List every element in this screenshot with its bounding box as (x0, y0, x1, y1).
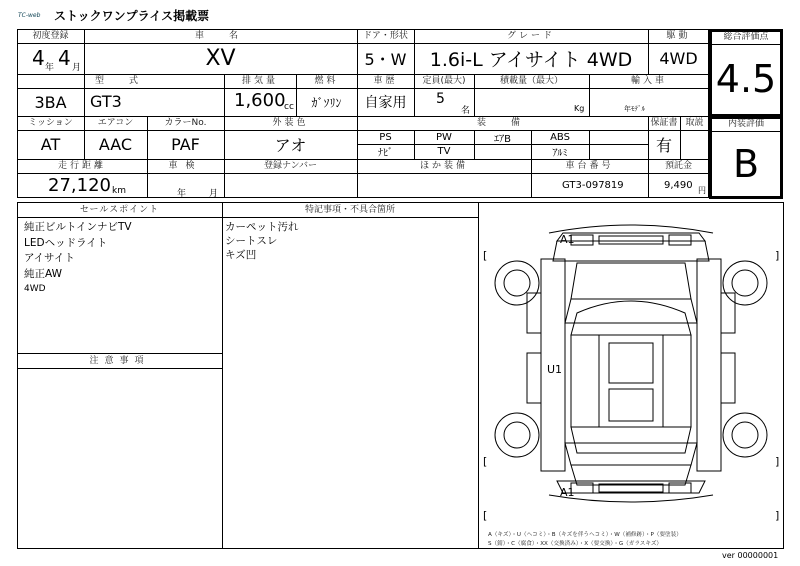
bracket-left: [ (483, 249, 488, 262)
fuel-label: 燃料 (314, 76, 339, 86)
price-label: 預託金 (664, 161, 692, 171)
equip-airbag: ｴｱB (494, 133, 511, 145)
aircon: AAC (98, 135, 133, 154)
list-item: キズ凹 (225, 249, 257, 261)
other-equip-label: ほか装備 (419, 161, 468, 171)
chassis: GT3-097819 (562, 180, 624, 191)
bracket-right: ] (775, 455, 780, 468)
warranty: 有 (655, 136, 672, 155)
import-label: 輸入車 (630, 76, 667, 86)
equip-pw: PW (436, 131, 452, 143)
damage-mark-side: U1 (547, 363, 563, 376)
price-unit: 円 (698, 186, 706, 195)
list-item: アイサイト (24, 252, 75, 264)
grade: 1.6i-L アイサイト 4WD (429, 49, 633, 71)
equip-tv: TV (437, 146, 451, 157)
manual-label: 取説 (685, 118, 704, 128)
damage-mark-front: A1 (560, 233, 575, 246)
history-label: 車歴 (373, 76, 398, 86)
first-reg-label: 初度登録 (32, 31, 69, 41)
model-label: 型 式 (94, 76, 146, 86)
logo: TC-web (18, 12, 41, 19)
door-shape-label: ドア・形状 (363, 31, 408, 41)
displacement-label: 排気量 (241, 76, 278, 86)
sales-label: セールスポイント (79, 205, 160, 215)
bracket-left: [ (483, 455, 488, 468)
first-reg-year: 4 (32, 46, 45, 70)
equip-empty (474, 144, 531, 159)
legend-line-1: A（キズ）・U（ヘコミ）・B（キズを伴うヘコミ）・W（補修跡）・P（要塗装） (488, 532, 682, 538)
plate-label: 登録ナンバー (264, 161, 317, 171)
first-reg-month: 4 (58, 46, 71, 70)
drive: 4WD (659, 49, 698, 68)
displacement: 1,600 (234, 90, 286, 111)
interior-score: B (732, 142, 760, 186)
bracket-right: ] (775, 509, 780, 522)
special-list (225, 220, 299, 262)
color-no-label: カラーNo. (164, 118, 207, 128)
model-prefix: 3BA (34, 92, 67, 112)
inspection-year-unit: 年 (177, 189, 187, 199)
car-name: XV (205, 46, 236, 71)
overall-score: 4.5 (715, 57, 777, 101)
drive-label: 駆動 (666, 31, 691, 41)
overall-score-label: 総合評価点 (723, 32, 769, 42)
list-item: 純正AW (24, 267, 62, 280)
notes-label: 注意事項 (89, 356, 150, 366)
equip-ps: PS (379, 131, 392, 143)
equip-abs: ABS (550, 131, 570, 143)
exterior-color-label: 外装色 (272, 118, 309, 128)
mileage: 27,120 (48, 175, 111, 196)
capacity-unit: 名 (461, 106, 471, 116)
equip-navi: ﾅﾋﾞ (378, 148, 393, 159)
aircon-label: エアコン (97, 118, 134, 128)
list-item: 4WD (24, 284, 46, 294)
color-no: PAF (171, 135, 200, 154)
list-item: 純正ビルトインナビTV (24, 221, 132, 233)
sales-list (24, 220, 132, 298)
warranty-label: 保証書 (650, 118, 678, 128)
inspection-label: 車検 (168, 161, 203, 171)
bracket-left: [ (483, 509, 488, 522)
chassis-label: 車台番号 (565, 161, 614, 171)
equip-alloy: ｱﾙﾐ (552, 148, 568, 159)
version: ver 00000001 (722, 551, 779, 560)
capacity-label: 定員(最大) (422, 76, 466, 86)
inspection-month-unit: 月 (209, 189, 219, 199)
capacity: 5 (436, 91, 445, 107)
list-item: シートスレ (225, 235, 278, 247)
mission: AT (40, 135, 61, 154)
car-damage-diagram (479, 203, 783, 548)
door-shape: 5・W (364, 50, 407, 69)
model: GT3 (90, 92, 122, 111)
load-label: 積載量（最大） (499, 76, 563, 86)
special-label: 特記事項・不具合箇所 (304, 205, 395, 215)
interior-score-label: 内装評価 (727, 119, 764, 129)
first-reg-year-unit: 年 (45, 63, 55, 73)
exterior-color: アオ (274, 136, 307, 155)
car-name-label: 車 名 (194, 31, 246, 41)
page-title: ストックワンプライス掲載票 (54, 9, 210, 23)
bracket-right: ] (775, 249, 780, 262)
grade-label: グレード (506, 31, 555, 41)
load-unit: Kg (574, 104, 585, 113)
equipment-label: 装 備 (476, 118, 528, 128)
history: 自家用 (364, 95, 407, 111)
mission-label: ミッション (28, 118, 73, 128)
legend-line-2: S（錆）・C（腐食）・XX（交換済み）・X（要交換）・G（ガラスキズ） (488, 541, 663, 547)
first-reg-month-unit: 月 (72, 63, 82, 73)
list-item: LEDヘッドライト (24, 236, 108, 249)
mileage-unit: km (112, 186, 126, 196)
displacement-unit: cc (284, 102, 294, 112)
mileage-label: 走行距離 (57, 161, 106, 171)
price: 9,490 (664, 180, 693, 191)
damage-mark-rear: A1 (560, 486, 575, 499)
import-unit: 年ﾓﾃﾞﾙ (624, 105, 645, 113)
fuel: ｶﾞｿﾘﾝ (311, 95, 342, 110)
list-item: カーペット汚れ (225, 221, 299, 233)
